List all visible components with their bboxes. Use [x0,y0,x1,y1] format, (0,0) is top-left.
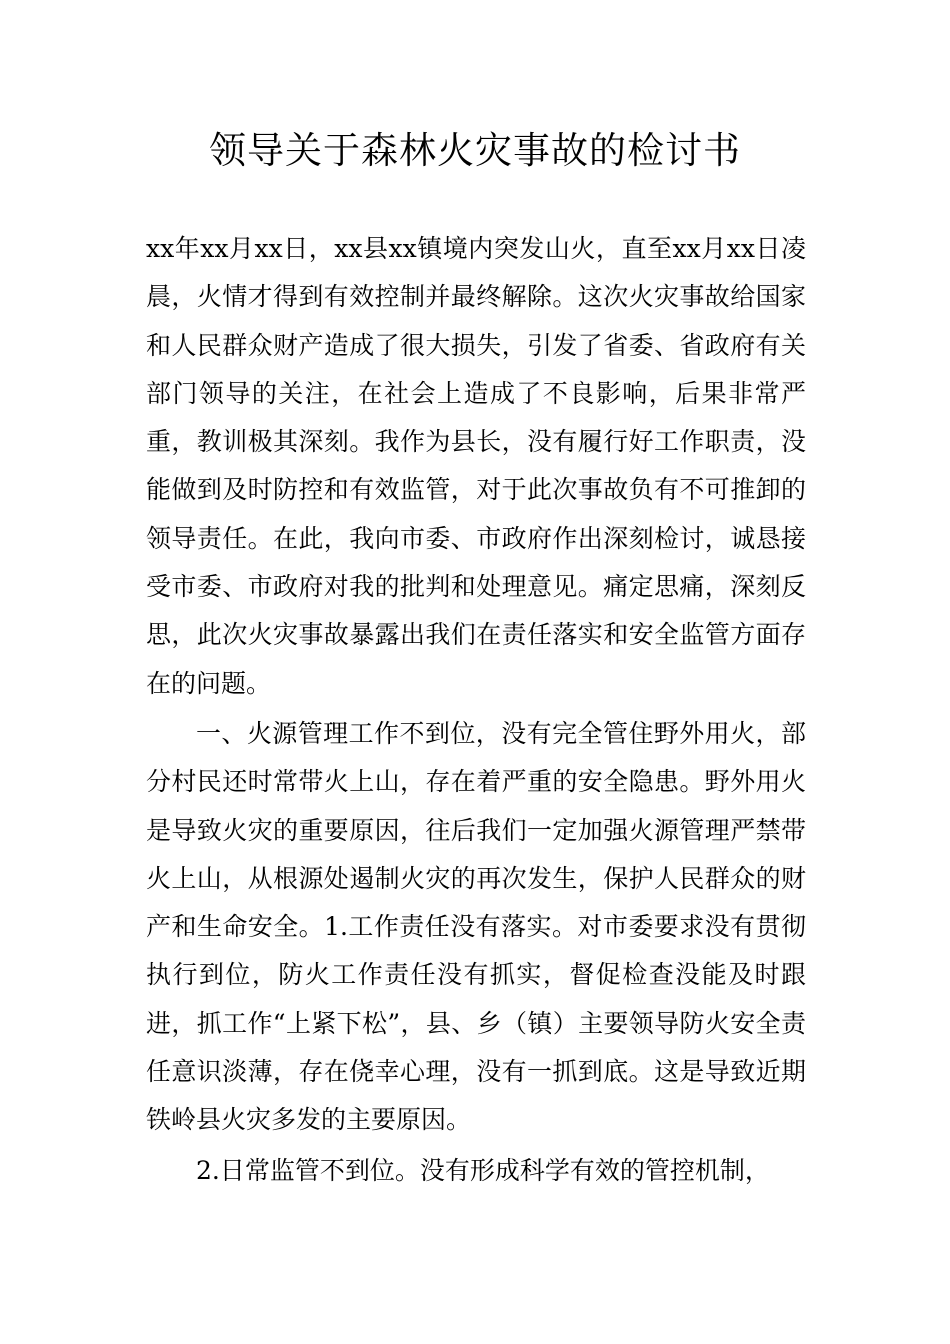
paragraph-2: 一、火源管理工作不到位，没有完全管住野外用火，部分村民还时常带火上山，存在着严重的安全隐患。野外用火是导致火灾的重要原因，往后我们一定加强火源管理严禁带火上山，从根源处遏制火灾的再次发生，保护人民群众的财产和生命安全。1.工作责任没有落实。对市委要求没有贯彻执行到位，防火工作责任没有抓实，督促检查没能及时跟进，抓工作“上紧下松”，县、乡（镇）主要领导防火安全责任意识淡薄，存在侥幸心理，没有一抓到底。这是导致近期铁岭县火灾多发的主要原因。 [146,718,806,1135]
paragraph-3: 2.日常监管不到位。没有形成科学有效的管控机制， [196,1155,770,1185]
document-body [146,225,806,1195]
page-title: 领导关于森林火灾事故的检讨书 [209,129,741,172]
paragraph-1: xx年xx月xx日，xx县xx镇境内突发山火，直至xx月xx日凌晨，火情才得到有效控制并最终解除。这次火灾事故给国家和人民群众财产造成了很大损失，引发了省委、省政府有关部门领导的关注，在社会上造成了不良影响，后果非常严重，教训极其深刻。我作为县长，没有履行好工作职责，没能做到及时防控和有效监管，对于此次事故负有不可推卸的领导责任。在此，我向市委、市政府作出深刻检讨，诚恳接受市委、市政府对我的批判和处理意见。痛定思痛，深刻反思，此次火灾事故暴露出我们在责任落实和安全监管方面存在的问题。 [146,234,806,698]
